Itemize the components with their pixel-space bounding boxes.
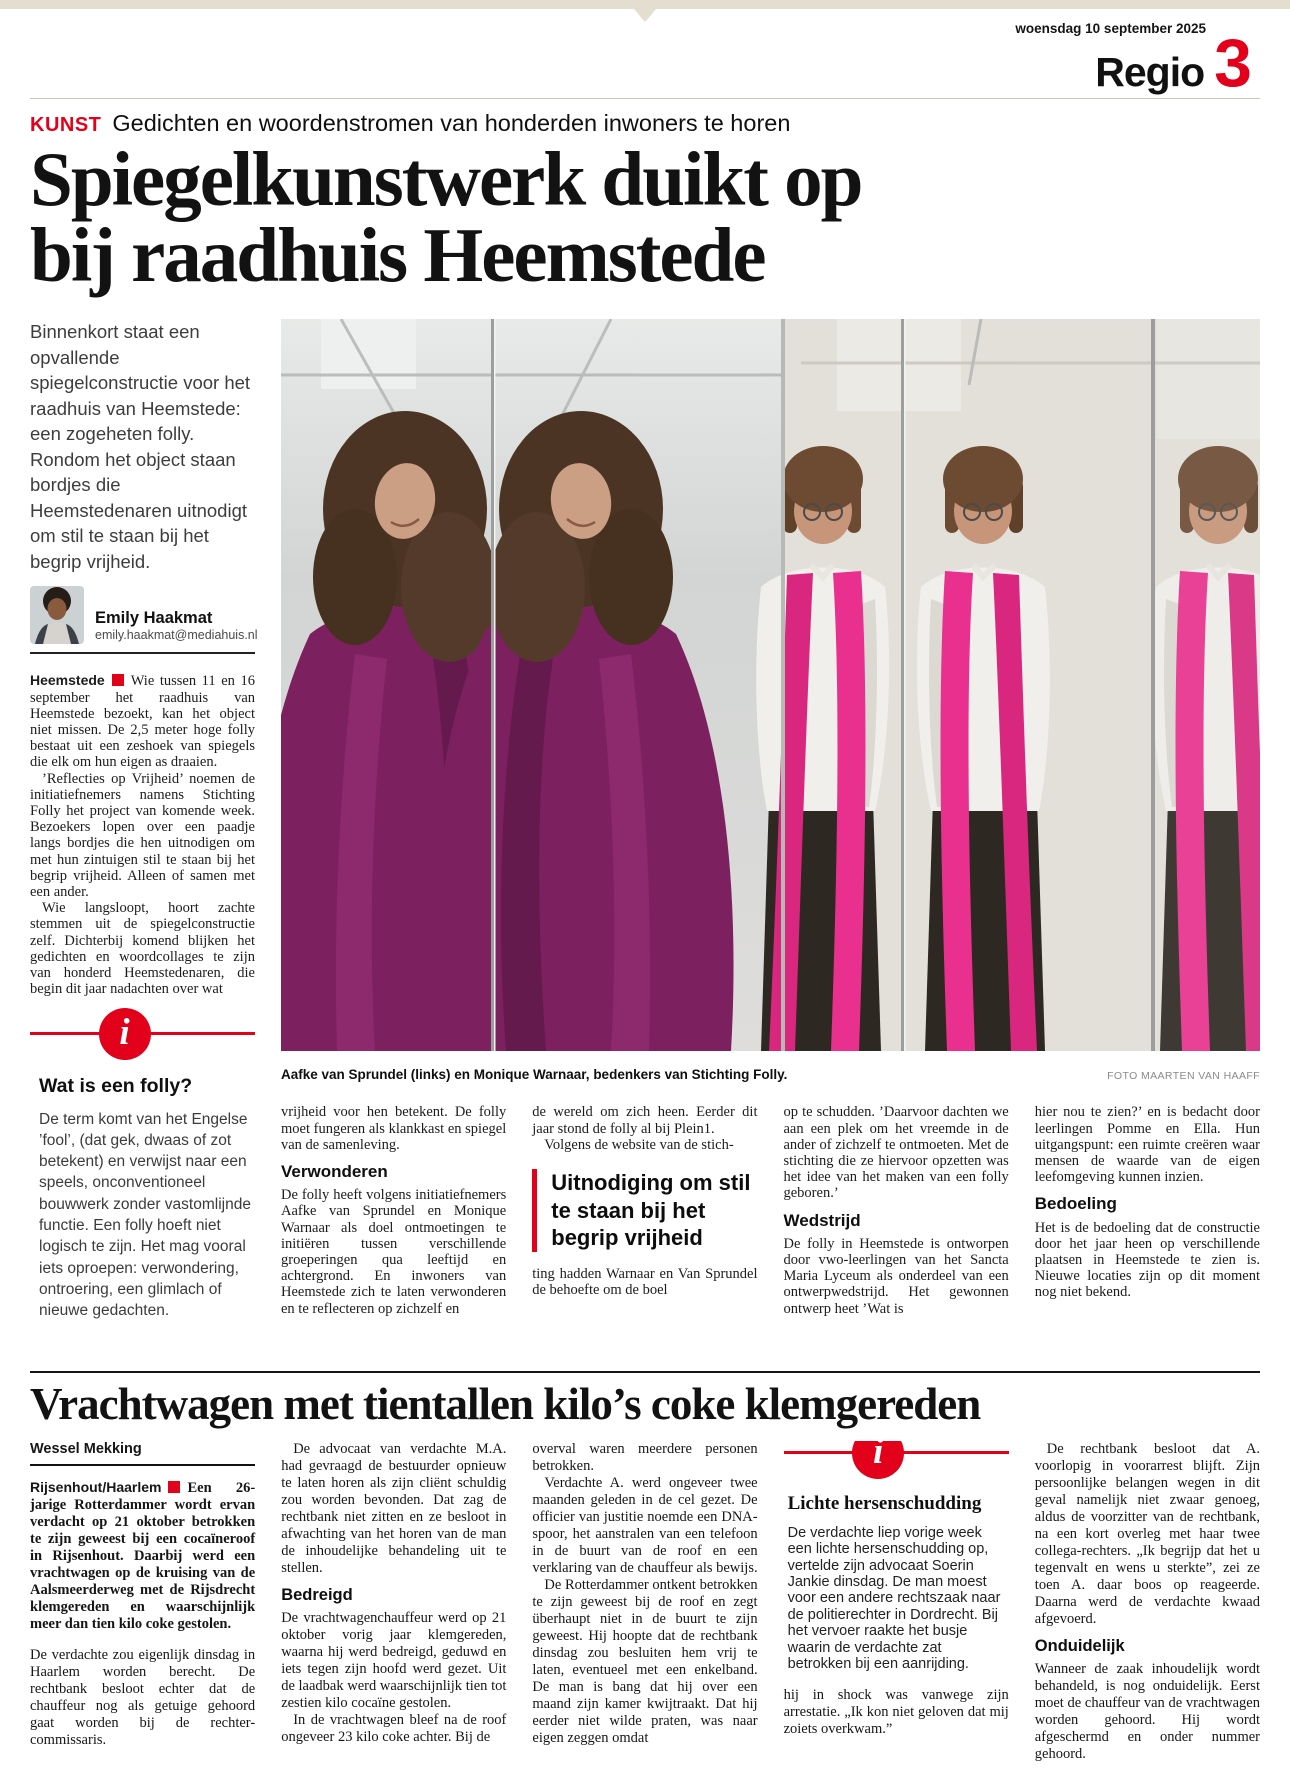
article2-paragraph: De vrachtwagenchauffeur werd op 21 oktober vorig jaar klemgereden, waarna hij werd bedreigd, geduwd en iets tegen zijn hoofd werd gezet. Uit de laadbak werd waarschijnlijk tien tot zestien kilo cocaïne gestolen. [281,1609,507,1711]
article1-column-a [281,1104,506,1354]
subhead-bedoeling: Bedoeling [1034,1194,1117,1214]
info-icon [99,1008,151,1060]
article1-column-d [1035,1104,1260,1354]
page-fold-bar [0,0,1290,9]
article2-paragraph: De Rotterdammer ontkent betrokken te zijn geweest bij de roof en zegt überhaupt niet in de buurt te zijn geweest. Hij hoopte dat de rechtbank dinsdag zou besluiten hem vrij te laten, eventueel met een enkelband. De man is bang dat hij over een maand zijn kamer kwijtraakt. Dat hij eerder niet wilde praten, was naar eigen zeggen omdat [532,1576,758,1746]
article2-column2 [281,1441,506,1776]
article2-paragraph: Verdachte A. werd ongeveer twee maanden geleden in de cel gezet. De officier van justitie noemde een DNA-spoor, het aanstralen van een telefoon in de buurt van de roof en een verklaring van de chauffeur als bewijs. [532,1474,758,1576]
article1-photo-area [281,319,1260,1361]
article1-paragraph: De folly in Heemstede is ontworpen door vwo-leerlingen van het Sancta Maria Lyceum als onderdeel van een ontwerpwedstrijd. Het gewonnen ontwerp heet ’Wat is [783,1235,1009,1317]
article1-paragraph: op te schudden. ’Daarvoor dachten we aan een plek om het vreemde in de ander of zichzelf te ontmoeten. Met de stichting die ze hiervoor opzetten was het idee van het maken van een folly geboren.’ [783,1104,1009,1202]
article1-paragraph: Het is de bedoeling dat de constructie door het jaar heen op verschillende plaatsen in Heemstede te zien is. Nieuwe locaties zijn op dit moment nog niet bekend. [1034,1219,1260,1301]
infobox-title: Lichte hersenschudding [787,1492,982,1514]
article2-paragraph: hij in shock was vanwege zijn arrestatie. „Ik kon niet geloven dat mij zoiets overkwam.” [783,1687,1009,1738]
article2-paragraph: De rechtbank besloot dat A. voorlopig in voorarrest blijft. Zijn persoonlijke belangen wegen in dit geval namelijk niet zwaar genoeg, aldus de voorzitter van de rechtbank, na een kort overleg met haar twee collega-rechters. „Ik begrijp dat het u tegenvalt en wens u sterkte”, zei ze toen A. daar boos op reageerde. Daarna werd de verdachte kwaad afgevoerd. [1034,1440,1260,1627]
article2-paragraph: overval waren meerdere personen betrokken. [532,1440,758,1474]
article1-kicker [0,99,1290,137]
subhead-verwonderen: Verwonderen [281,1162,388,1182]
article1-lead: Binnenkort staat een opvallende spiegelconstructie voor het raadhuis van Heemstede: een zogeheten folly. Rondom het object staan bordjes die Heemstedenaren uitnodigt om stil te staan bij het begrip vrijheid. [30,321,251,572]
author-portrait-icon [30,586,84,644]
article1-column-b [532,1104,757,1354]
article2-paragraph: Wanneer de zaak inhoudelijk wordt behandeld, is nog onduidelijk. Eerst moet de chauffeur van de vrachtwagen worden gehoord. Hij wordt afgeschermd en onder nummer gehoord. [1034,1660,1260,1762]
article1-paragraph [30,672,255,770]
info-icon [852,1441,904,1479]
folly-infobox [30,1008,255,1322]
pull-quote: Uitnodiging om stil te staan bij het begrip vrijheid [532,1169,757,1252]
infobox-header [30,1008,255,1060]
edition-date: woensdag 10 september 2025 [1015,21,1206,36]
page-number: 3 [1214,25,1252,101]
lede-text: Een 26-jarige Rotterdammer wordt ervan verdacht op 21 oktober betrokken te zijn geweest bij een cocaïneroof in Rijsenhout. Daarbij werd een vrachtwagen op de kruising van de Aalsmeerderweg met de Rijsdrecht klemgereden en waarschijnlijk meer dan tien kilo coke gestolen. [30,1479,256,1632]
photo-credit: FOTO MAARTEN VAN HAAFF [1107,1070,1260,1083]
article2-paragraph: In de vrachtwagen bleef na de roof ongeveer 23 kilo coke achter. Bij de [281,1711,507,1745]
photo-caption: Aafke van Sprundel (links) en Monique Warnaar, bedenkers van Stichting Folly. [281,1067,788,1083]
article1-headline [0,136,1290,299]
article1-headline-line2: bij raadhuis Heemstede [30,212,765,299]
article1-paragraph: De folly heeft volgens initiatiefnemers Aafke van Sprundel en Monique Warnaar als doel ontmoetingen te initiëren tussen verschillende groeperingen qua leeftijd en achtergrond. En inwoners van Heemstede zich te laten verwonderen en te reflecteren op zichzelf en [281,1187,507,1317]
subhead-bedreigd: Bedreigd [281,1585,353,1604]
article2-column5 [1035,1441,1260,1776]
article2-column3 [532,1441,757,1776]
article1-paragraph: hier nou te zien?’ en is bedacht door leerlingen Pomme en Ella. Hun uitgangspunt: een ruimte creëren waar mensen de waarde van de eigen leefomgeving kunnen inzien. [1034,1104,1260,1186]
article1-paragraph: vrijheid voor hen betekent. De folly moet fungeren als klankkast en spiegel van de samenleving. [281,1104,507,1153]
mirror-artwork-photo-illustration [281,319,1260,1051]
subhead-onduidelijk: Onduidelijk [1034,1636,1125,1655]
author-name: Emily Haakmat [95,609,213,628]
byline-meta [95,609,258,644]
article2-lede [30,1479,255,1633]
article2-body-grid [30,1441,1260,1776]
infobox-header [784,1441,1009,1479]
article2-author: Wessel Mekking [30,1441,255,1466]
dateline: Heemstede [30,672,105,689]
article1-byline [30,582,258,644]
article1-left-rail [30,319,258,1361]
kicker-text: Gedichten en woordenstromen van honderden inwoners te horen [112,110,791,136]
paragraph-text: Wie tussen 11 en 16 september het raadhuis van Heemstede bezoekt, kan het object niet missen. De 2,5 meter hoge folly bestaat uit een zeshoek van spiegels die elk om hun eigen as draaien. [30,673,255,771]
article1-headline-line1: Spiegelkunstwerk duikt op [30,136,862,222]
article1-paragraph: ’Reflecties op Vrijheid’ noemen de initiatiefnemers namens Stichting Folly het project van komende week. Bezoekers lopen over een paadje langs bordjes die hen uitnodigen om met hun zintuigen stil te staan bij het begrip vrijheid. Alleen of samen met een ander. [30,770,255,901]
byline-rule [30,652,255,654]
author-avatar [30,586,84,644]
article1-paragraph: Wie langsloopt, hoort zachte stemmen uit de spiegelconstructie zelf. Dichterbij komend blijken het gedichten en woordcollages te zijn van honderd Heemstedenaren, die begin dit jaar nadachten over wat [30,900,255,998]
article1-paragraph: Volgens de website van de stich- [544,1136,734,1153]
article1-column-c [784,1104,1009,1354]
article1-paragraph: de wereld om zich heen. Eerder dit jaar stond de folly al bij Plein1. [532,1104,758,1137]
article1-column1 [30,672,255,997]
kicker-label: KUNST [30,114,102,136]
article2-paragraph: De verdachte zou eigenlijk dinsdag in Haarlem worden berecht. De rechtbank besloot echter dat de chauffeur nog als getuige gehoord gaat worden bij de rechter-commissaris. [30,1646,256,1748]
subhead-wedstrijd: Wedstrijd [783,1210,861,1230]
author-email: emily.haakmat@mediahuis.nl [95,628,258,643]
article2-paragraph: De advocaat van verdachte M.A. had gevraagd de bestuurder opnieuw te laten horen als zijn cliënt schuldig zou worden bevonden. Dat zag de rechtbank niet zitten en ze besloot in afwachting van het horen van de man de inhoudelijke behandeling uit te stellen. [281,1440,507,1576]
hersenschudding-infobox [784,1441,1009,1776]
fold-notch-icon [634,9,656,22]
article1-columns [281,1104,1260,1354]
article2-column1 [30,1441,255,1776]
location-marker-icon [168,1481,180,1493]
article1-body-grid [30,319,1260,1361]
article2-headline: Vrachtwagen met tientallen kilo’s coke klemgereden [30,1379,981,1430]
infobox-title: Wat is een folly? [39,1074,193,1097]
location-marker-icon [112,674,124,686]
photo-caption-row [281,1067,1260,1082]
infobox-body: De verdachte liep vorige week een lichte hersenschudding op, vertelde zijn advocaat Soerin Jankie dinsdag. De man moest voor een andere rechtszaak naar de politierechter in Dordrecht. Bij het vervoer raakte het busje waarin de verdachte zat betrokken bij een aanrijding. [787,1524,1001,1672]
infobox-body: De term komt van het Engelse ’fool’, (dat gek, dwaas of zot betekent) en verwijst naar een speels, onconventioneel bouwwerk zonder vastomlijnde functie. Een folly hoeft niet logisch te zijn. Het mag vooral iets oproepen: verwondering, ontroering, een glimlach of nieuwe gedachten. [39,1110,251,1320]
article1-paragraph: ting hadden Warnaar en Van Sprundel de behoefte om de boel [532,1265,758,1298]
section-title: Regio [1095,49,1205,95]
dateline: Rijsenhout/Haarlem [30,1478,162,1495]
article-photo [281,319,1260,1051]
